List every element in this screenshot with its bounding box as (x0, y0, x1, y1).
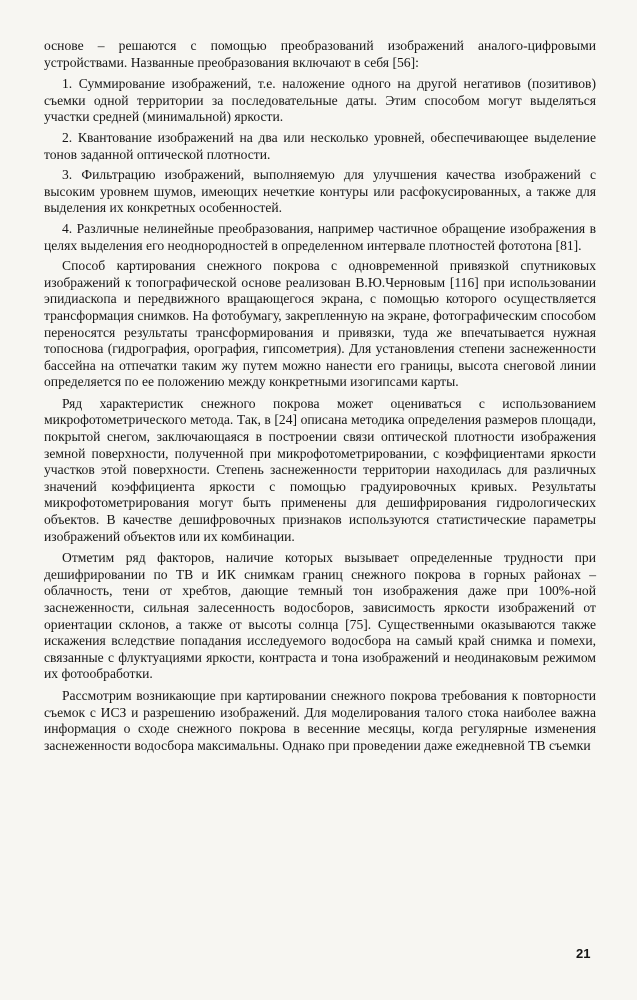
paragraph-factors: Отметим ряд факторов, наличие которых вызывает определенные трудности при дешифрировании по ТВ и ИК снимкам границ снежного покрова в горных районах – облачность, тени от хребтов, дающие темный тон изображения даже при 100%-ной заснеженности, сильная залесенность водосборов, зависимость яркости изображений от ориентации склонов, а также от высоты солнца [75]. Существенными оказываются также искажения вследствие попадания исследуемого водосбора на самый край снимка и помехи, связанные с флуктуациями яркости, контраста и тона изображений и неодинаковым режимом их фотообработки. (44, 550, 596, 682)
list-item-nonlinear: 4. Различные нелинейные преобразования, например частичное обращение изображения в целях выделения его неоднородностей в определенном интервале плотностей фототона [81]. (44, 220, 596, 253)
page-number: 21 (576, 946, 591, 961)
paragraph-requirements: Рассмотрим возникающие при картировании снежного покрова требования к повторности съемок с ИСЗ и разрешению изображений. Для моделирования талого стока наиболее важна информация о сходе снежного покрова в весенние месяцы, когда регулярные изменения заснеженности водосбора максимальны. Однако при проведении даже ежедневной ТВ съемки (44, 687, 596, 753)
body-text (44, 38, 596, 759)
paragraph-continuation: основе – решаются с помощью преобразований изображений аналого-цифровыми устройствами. Названные преобразования включают в себя [56]: (44, 38, 596, 70)
list-item-filtering: 3. Фильтрацию изображений, выполняемую для улучшения качества изображений с высоким уровнем шумов, имеющих нечеткие контуры или расфокусированных, а также для выделения их конкретных особенностей. (44, 167, 596, 216)
paragraph-microphotometry: Ряд характеристик снежного покрова может оцениваться с использованием микрофотометрического метода. Так, в [24] описана методика определения размеров площади, покрытой снегом, заключающаяся в построении связи оптической плотности изображения земной поверхности, полученной при микрофотометрировании, с коэффициентами яркости участков этой поверхности. Степень заснеженности территории находилась для различных значений коэффициента яркости с помощью градуировочных кривых. Результаты микрофотометрирования могут быть применены для дешифрирования гидрологических объектов. В качестве дешифровочных признаков используются статистические параметры изображений объектов или их комбинации. (44, 395, 596, 544)
list-item-quantization: 2. Квантование изображений на два или несколько уровней, обеспечивающее выделение тонов заданной оптической плотности. (44, 129, 596, 162)
paragraph-mapping-method: Способ картирования снежного покрова с одновременной привязкой спутниковых изображений к топографической основе реализован В.Ю.Черновым [116] при использовании эпидиаскопа и передвижного вращающегося экрана, с помощью которого осуществляется трансформация снимков. На фотобумагу, закрепленную на экране, фотографическим способом переносятся результаты трансформирования и привязки, туда же впечатывается нужная топоснова (гидрография, орография, гипсометрия). Для установления степени заснеженности бассейна на отпечатки таким жу путем можно нанести его границы, высота снеговой линии определяется по ее положению между конкретными изогипсами карты. (44, 258, 596, 390)
list-item-summation: 1. Суммирование изображений, т.е. наложение одного на другой негативов (позитивов) съемки одной территории за последовательные даты. Этим способом могут выделяться участки средней (минимальной) яркости. (44, 76, 596, 125)
